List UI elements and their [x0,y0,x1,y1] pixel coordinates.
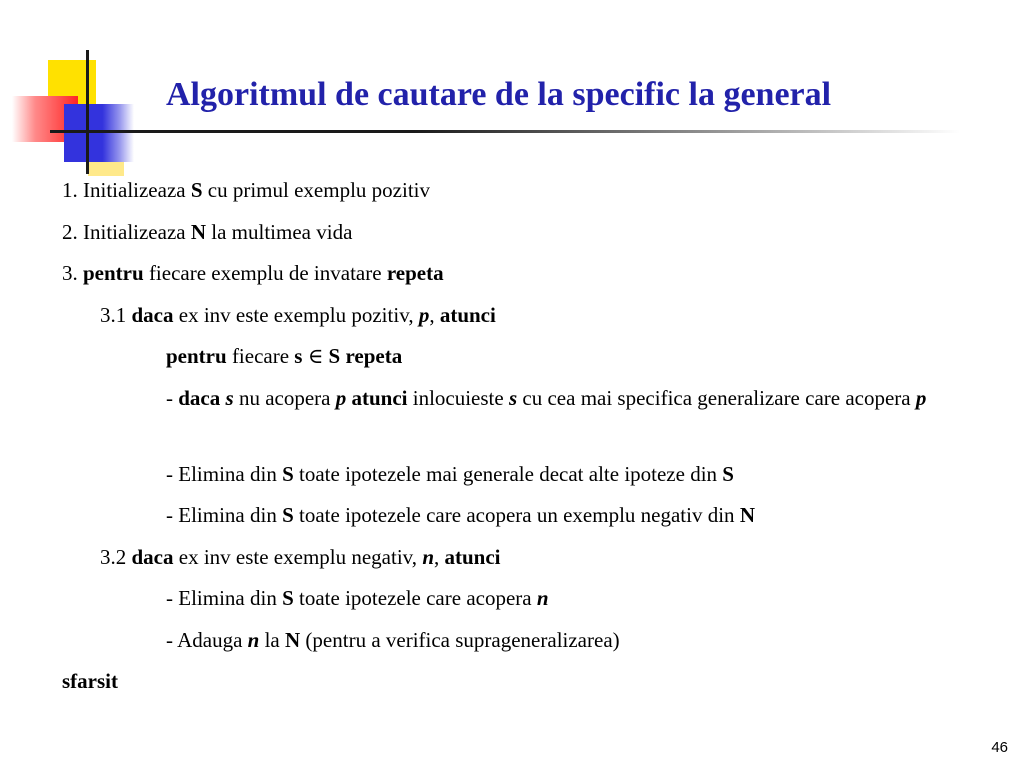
logo-vertical-line [86,50,89,174]
text-bold: daca [131,302,174,327]
text: - Adauga [166,627,248,652]
text-bold: atunci [439,302,496,327]
text-bold: S [282,503,294,527]
slide-logo-decoration [0,0,150,190]
text: - [166,385,179,410]
text: fiecare exemplu de invatare [143,261,387,285]
text: , [429,302,440,327]
title-underline [50,130,960,133]
text-bold: atunci [351,385,408,410]
text: la multimea vida [206,219,353,244]
text-bold: s [294,344,303,368]
text: inlocuieste [407,385,509,410]
text-bold: pentru [166,344,227,368]
slide-title: Algoritmul de cautare de la specific la general [166,76,832,113]
text: ex inv este exemplu negativ, [173,544,423,569]
algorithm-line-3-1 [62,303,964,345]
algorithm-line-add [62,628,964,670]
text: 3. [62,261,83,285]
slide-body [62,178,964,711]
algorithm-line-3 [62,261,964,303]
text-bold: S repeta [328,344,403,368]
logo-blue-square [64,104,134,162]
text-bold-italic: n [422,544,434,569]
element-of-symbol: ∈ [302,344,329,368]
algorithm-line-replace [62,386,964,462]
text: toate ipotezele care acopera [293,586,537,610]
text-bold: S [722,461,734,486]
text-bold: S [282,586,294,610]
algorithm-line-3-2 [62,545,964,587]
text-bold: daca [131,544,174,569]
text-bold: pentru [83,261,144,285]
text: toate ipotezele mai generale decat alte ipoteze din [293,461,723,486]
algorithm-line-eliminate-covering [62,586,964,628]
text-bold: N [190,219,207,244]
text-bold: daca [178,385,221,410]
text-bold-italic: p [335,385,347,410]
text-bold: S [190,178,203,202]
text: fiecare [226,344,295,368]
text-bold: N [739,503,755,527]
text: 3.1 [100,302,132,327]
text: , [434,544,445,569]
text-bold-italic: n [536,586,549,610]
text: nu acopera [233,385,336,410]
text-bold: S [282,461,294,486]
text: - Elimina din [166,586,283,610]
algorithm-line-1 [62,178,964,220]
algorithm-line-eliminate-general [62,462,964,504]
algorithm-line-eliminate-negative [62,503,964,545]
text: 3.2 [100,544,132,569]
algorithm-line-inner-loop [62,344,964,386]
text-bold-italic: s [225,385,234,410]
text: la [259,627,285,652]
text: 1. Initializeaza [62,178,191,202]
text: cu cea mai specifica generalizare care acopera [517,385,916,410]
algorithm-line-2 [62,220,964,262]
text: (pentru a verifica suprageneralizarea) [300,627,620,652]
text: cu primul exemplu pozitiv [202,178,430,202]
text-bold: sfarsit [62,669,118,693]
text: ex inv este exemplu pozitiv, [173,302,419,327]
text: - Elimina din [166,461,283,486]
text-bold-italic: s [508,385,518,410]
algorithm-line-end [62,669,964,711]
text-bold-italic: n [247,627,260,652]
text: - Elimina din [166,503,283,527]
text-bold-italic: p [915,385,927,410]
page-number: 46 [991,739,1008,756]
text-bold: atunci [444,544,501,569]
text: toate ipotezele care acopera un exemplu negativ din [293,503,740,527]
text: 2. Initializeaza [62,219,191,244]
text-bold: N [285,627,301,652]
text-bold-italic: p [418,302,430,327]
text-bold: repeta [386,261,444,285]
